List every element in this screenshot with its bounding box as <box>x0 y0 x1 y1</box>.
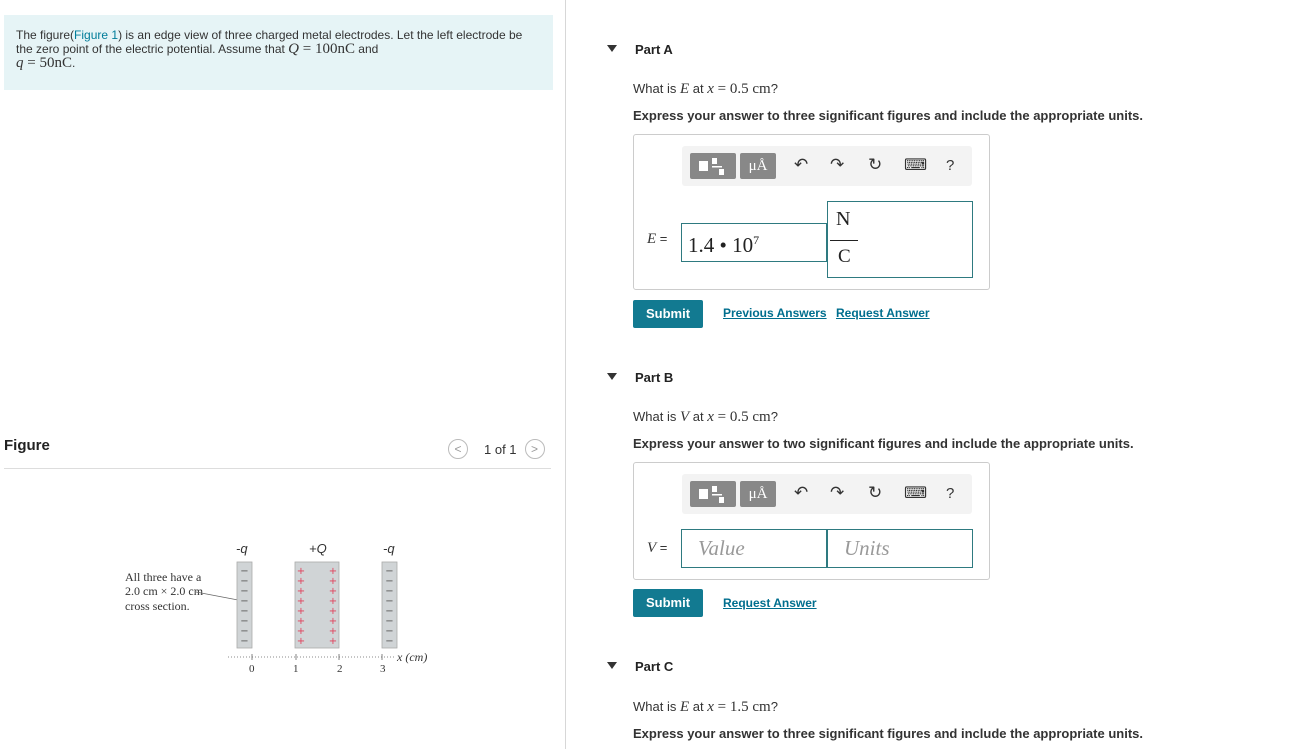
part-c-label: Part C <box>635 659 674 674</box>
part-a-submit-button[interactable]: Submit <box>633 300 703 328</box>
value-input[interactable] <box>681 223 827 262</box>
value-text <box>688 233 759 258</box>
part-c-header[interactable] <box>598 648 1302 684</box>
question-text: at <box>689 699 708 714</box>
charge-sign: − <box>240 636 249 647</box>
question-text: What is <box>633 409 680 424</box>
question-text: ? <box>770 699 778 714</box>
charge-sign: + <box>328 566 338 577</box>
question-x: x <box>707 81 714 97</box>
part-b-header[interactable] <box>598 359 1302 395</box>
part-b-submit-button[interactable]: Submit <box>633 589 703 617</box>
tick-label-0: 0 <box>249 663 255 675</box>
equals-sign: = <box>656 540 668 555</box>
problem-text: and <box>354 42 379 56</box>
charge-sign: + <box>328 576 338 587</box>
part-b-label: Part B <box>635 370 674 385</box>
question-x: x <box>707 409 714 425</box>
part-a-answer-box <box>633 134 990 290</box>
charge-sign: − <box>240 596 249 607</box>
unit-numerator: N <box>836 208 851 230</box>
help-icon[interactable]: ? <box>946 157 955 174</box>
figure-divider <box>4 468 551 469</box>
part-b-answer-box <box>633 462 990 580</box>
part-c-instruction: Express your answer to three significant figures and include the appropriate units. <box>633 726 1143 741</box>
tick-label-2: 2 <box>337 663 343 675</box>
part-a-header[interactable] <box>598 31 1302 67</box>
charge-sign: − <box>240 586 249 597</box>
question-variable: E <box>679 81 690 97</box>
templates-icon <box>690 481 736 507</box>
value-Q: = 100nC <box>299 41 355 57</box>
question-text: at <box>689 409 708 424</box>
value-exponent: 7 <box>753 233 760 247</box>
caption-line-2: 2.0 cm × 2.0 cm <box>125 584 204 598</box>
charge-sign: + <box>296 616 306 627</box>
label-right-electrode: -q <box>383 541 395 556</box>
x-axis-label: x (cm) <box>397 650 428 664</box>
units-placeholder: Units <box>844 536 890 560</box>
answer-variable-label <box>647 540 667 557</box>
electrode-figure <box>110 530 450 680</box>
part-b-request-answer-link[interactable]: Request Answer <box>723 596 817 610</box>
templates-icon <box>690 153 736 179</box>
charge-sign: − <box>385 636 394 647</box>
unit-denominator: C <box>838 246 851 267</box>
charge-sign: − <box>240 576 249 587</box>
question-variable: E <box>679 699 690 715</box>
pane-divider <box>565 0 566 749</box>
figure-title: Figure <box>4 437 50 454</box>
fraction-bar <box>830 240 858 241</box>
pager-count: 1 of 1 <box>484 441 517 457</box>
redo-icon[interactable]: ↷ <box>830 483 845 502</box>
label-left-electrode: -q <box>236 541 248 556</box>
question-text: What is <box>633 81 680 96</box>
label-middle-electrode: +Q <box>309 541 327 556</box>
redo-icon[interactable]: ↷ <box>830 155 845 174</box>
problem-text: The figure( <box>16 28 75 42</box>
charge-sign: + <box>296 636 306 647</box>
collapse-triangle-icon <box>607 373 617 380</box>
part-b-instruction: Express your answer to two significant figures and include the appropriate units. <box>633 436 1134 451</box>
templates-button[interactable] <box>690 481 736 507</box>
symbol-Q: Q <box>288 41 299 57</box>
chevron-left-icon: < <box>454 442 462 456</box>
reset-icon[interactable]: ↻ <box>868 483 883 502</box>
undo-icon[interactable]: ↶ <box>794 155 809 174</box>
question-variable: V <box>679 409 690 425</box>
charge-sign: + <box>328 596 338 607</box>
figure-link[interactable]: Figure 1 <box>74 28 119 42</box>
charge-sign: − <box>385 566 394 577</box>
caption-line-1: All three have a <box>125 570 202 584</box>
part-c-question <box>633 699 778 716</box>
variable-E: E <box>647 231 657 247</box>
charge-sign: + <box>296 586 306 597</box>
next-figure-button[interactable] <box>525 439 545 459</box>
question-value: = 1.5 cm <box>713 699 771 715</box>
caption-line-3: cross section. <box>125 599 190 613</box>
help-icon[interactable]: ? <box>946 485 955 502</box>
symbol-q: q <box>16 55 24 71</box>
collapse-triangle-icon <box>607 45 617 52</box>
figure-pager <box>448 438 545 460</box>
charge-sign: − <box>240 616 249 627</box>
reset-icon[interactable]: ↻ <box>868 155 883 174</box>
units-button[interactable]: μÅ <box>740 481 776 507</box>
units-button[interactable]: μÅ <box>740 153 776 179</box>
value-placeholder: Value <box>698 536 745 560</box>
part-a-question <box>633 81 778 98</box>
prev-figure-button[interactable] <box>448 439 468 459</box>
tick-label-1: 1 <box>293 663 299 675</box>
collapse-triangle-icon <box>607 662 617 669</box>
units-input[interactable] <box>827 529 973 568</box>
charge-sign: − <box>385 616 394 627</box>
keyboard-icon[interactable]: ⌨ <box>904 485 928 502</box>
charge-sign: + <box>296 606 306 617</box>
problem-statement <box>4 15 553 90</box>
answer-variable-label <box>647 231 667 248</box>
units-input[interactable] <box>827 201 973 278</box>
charge-sign: − <box>385 596 394 607</box>
question-value: = 0.5 cm <box>713 409 771 425</box>
charge-sign: + <box>328 626 338 637</box>
charge-sign: − <box>385 626 394 637</box>
charge-sign: − <box>240 626 249 637</box>
charge-sign: + <box>328 636 338 647</box>
question-text: What is <box>633 699 680 714</box>
keyboard-icon[interactable]: ⌨ <box>904 157 928 174</box>
question-x: x <box>707 699 714 715</box>
previous-answers-link[interactable]: Previous Answers <box>723 306 827 320</box>
charge-sign: + <box>296 596 306 607</box>
charge-sign: + <box>328 586 338 597</box>
chevron-right-icon: > <box>531 442 539 456</box>
problem-text: . <box>71 56 76 70</box>
charge-sign: − <box>385 576 394 587</box>
question-text: ? <box>770 81 778 96</box>
charge-sign: − <box>385 586 394 597</box>
charge-sign: − <box>240 606 249 617</box>
value-base: 1.4 • 10 <box>688 233 754 257</box>
tick-label-3: 3 <box>380 663 386 675</box>
problem-text: ) is an edge view of three charged metal electrodes. Let the left electrode be the zero point of the electric potential. Assume that <box>16 28 523 56</box>
value-input[interactable] <box>681 529 827 568</box>
question-text: ? <box>770 409 778 424</box>
value-q: = 50nC <box>23 55 72 71</box>
part-b-question <box>633 409 778 426</box>
math-toolbar <box>682 474 972 514</box>
templates-button[interactable] <box>690 153 736 179</box>
question-text: at <box>689 81 708 96</box>
part-a-instruction: Express your answer to three significant figures and include the appropriate units. <box>633 108 1143 123</box>
charge-sign: + <box>328 606 338 617</box>
charge-sign: + <box>296 566 306 577</box>
charge-sign: − <box>385 606 394 617</box>
charge-sign: − <box>240 566 249 577</box>
charge-sign: + <box>296 576 306 587</box>
part-a-label: Part A <box>635 42 673 57</box>
part-a-request-answer-link[interactable]: Request Answer <box>836 306 930 320</box>
variable-V: V <box>647 540 657 556</box>
charge-sign: + <box>328 616 338 627</box>
undo-icon[interactable]: ↶ <box>794 483 809 502</box>
question-value: = 0.5 cm <box>713 81 771 97</box>
equals-sign: = <box>656 231 668 246</box>
charge-sign: + <box>296 626 306 637</box>
math-toolbar <box>682 146 972 186</box>
